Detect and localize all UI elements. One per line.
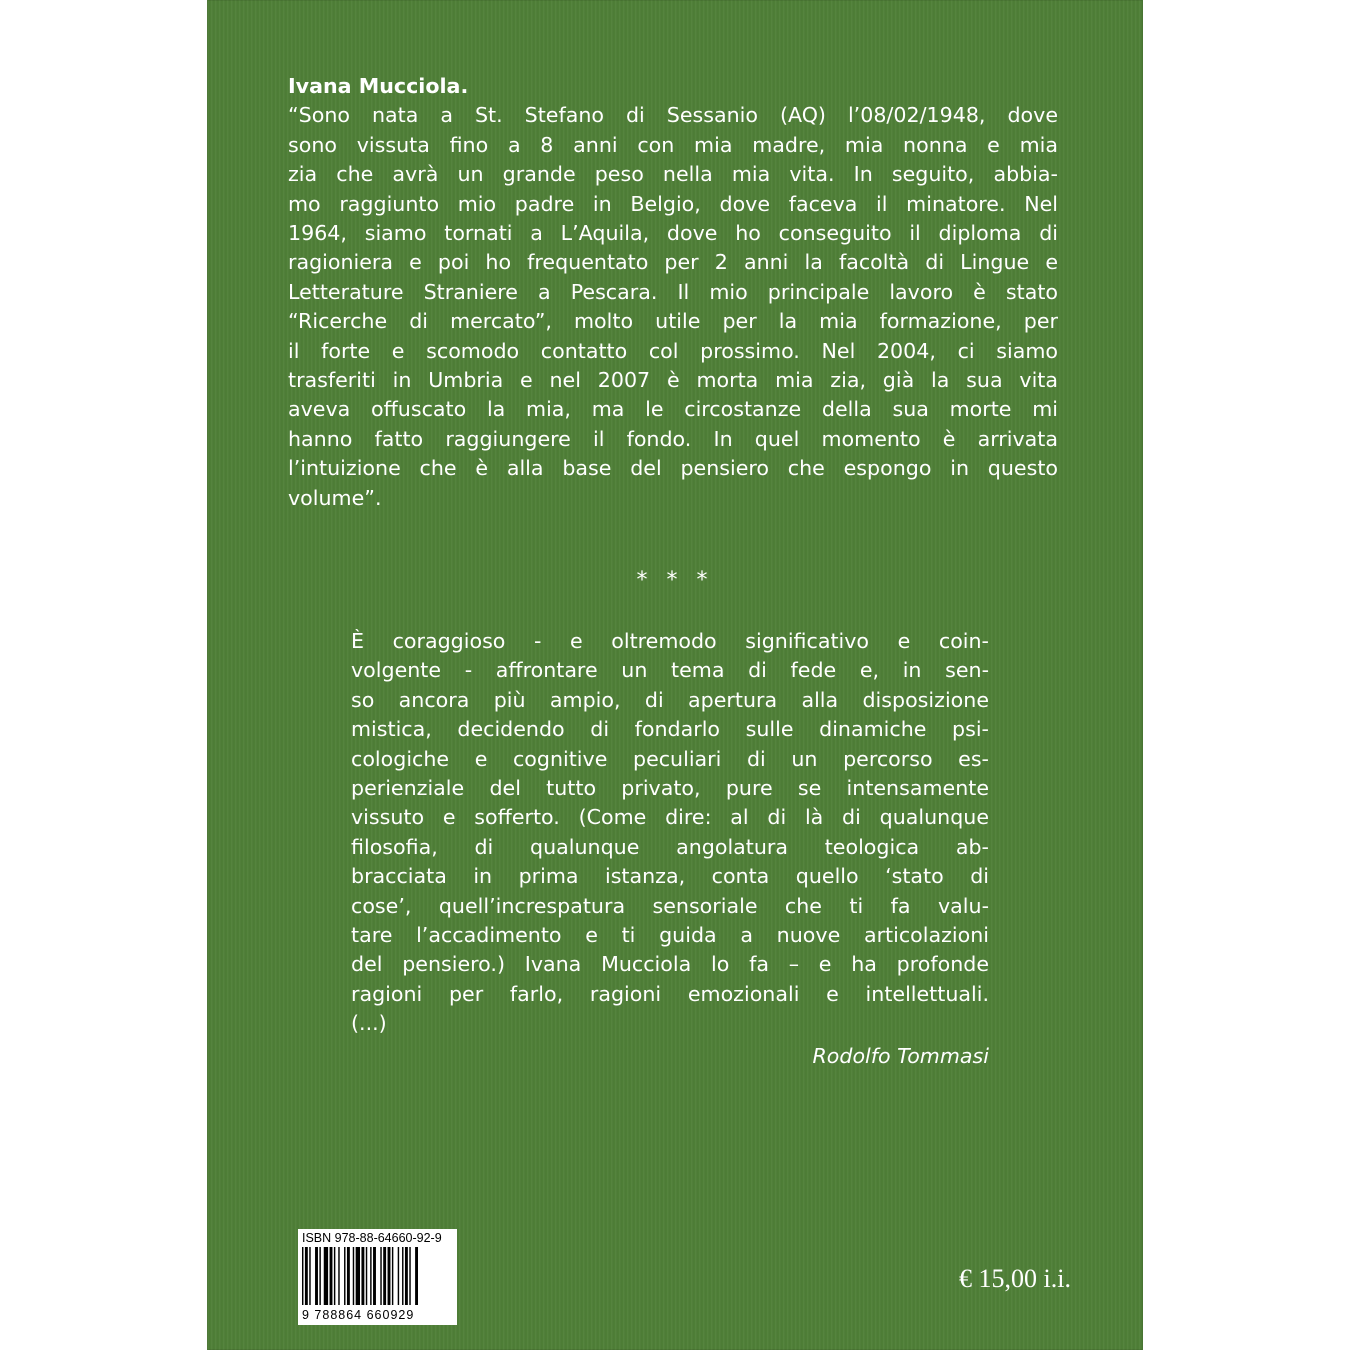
bio-line: sono vissuta fino a 8 anni con mia madre, mia nonna e mia — [288, 132, 1058, 157]
bio-line: 1964, siamo tornati a L’Aquila, dove ho conseguito il diploma di — [288, 221, 1058, 246]
barcode-icon — [302, 1247, 453, 1305]
review-line: È coraggioso - e oltremodo significativo e coin- — [351, 629, 989, 653]
isbn-text: ISBN 978-88-64660-92-9 — [302, 1231, 442, 1245]
price-label: € 15,00 i.i. — [959, 1264, 1071, 1293]
review-line: (...) — [351, 1011, 387, 1036]
review-line: volgente - affrontare un tema di fede e, in sen- — [351, 658, 989, 683]
review-line: so ancora più ampio, di apertura alla disposizione — [351, 687, 989, 712]
bio-line: “Sono nata a St. Stefano di Sessanio (AQ) l’08/02/1948, dove — [288, 103, 1058, 128]
bio-line: volume”. — [288, 485, 382, 510]
review-line: perienziale del tutto privato, pure se intensamente — [351, 776, 989, 801]
bio-line: Letterature Straniere a Pescara. Il mio principale lavoro è stato — [288, 279, 1058, 304]
author-bio — [288, 72, 1058, 513]
review-quote — [351, 627, 989, 1039]
review-line: ragioni per farlo, ragioni emozionali e intellettuali. — [351, 981, 989, 1006]
section-separator: * * * — [636, 568, 714, 593]
bio-line: ragioniera e poi ho frequentato per 2 anni la facoltà di Lingue e — [288, 250, 1058, 275]
review-line: cologiche e cognitive peculiari di un percorso es- — [351, 746, 989, 771]
review-signature: Rodolfo Tommasi — [812, 1044, 989, 1068]
ean-digits: 9 788864 660929 — [302, 1308, 415, 1322]
bio-line: zia che avrà un grande peso nella mia vita. In seguito, abbia- — [288, 162, 1058, 187]
bio-line: trasferiti in Umbria e nel 2007 è morta mia zia, già la sua vita — [288, 368, 1058, 393]
bio-line: aveva offuscato la mia, ma le circostanze della sua morte mi — [288, 397, 1058, 422]
bio-line: mo raggiunto mio padre in Belgio, dove faceva il minatore. Nel — [288, 191, 1058, 216]
bio-line: il forte e scomodo contatto col prossimo. Nel 2004, ci siamo — [288, 338, 1058, 363]
author-name: Ivana Mucciola. — [288, 74, 469, 98]
barcode-label — [298, 1229, 457, 1325]
back-cover — [207, 0, 1143, 1350]
bio-line: hanno fatto raggiungere il fondo. In quel momento è arrivata — [288, 426, 1058, 451]
review-line: del pensiero.) Ivana Mucciola lo fa – e ha profonde — [351, 952, 989, 977]
review-line: tare l’accadimento e ti guida a nuove articolazioni — [351, 923, 989, 948]
review-line: filosofia, di qualunque angolatura teologica ab- — [351, 834, 989, 859]
review-line: vissuto e sofferto. (Come dire: al di là di qualunque — [351, 805, 989, 830]
review-line: mistica, decidendo di fondarlo sulle dinamiche psi- — [351, 717, 989, 742]
bio-line: l’intuizione che è alla base del pensiero che espongo in questo — [288, 456, 1058, 481]
review-line: bracciata in prima istanza, conta quello ‘stato di — [351, 864, 989, 889]
bio-line: “Ricerche di mercato”, molto utile per la mia formazione, per — [288, 309, 1058, 334]
review-line: cose’, quell’increspatura sensoriale che ti fa valu- — [351, 893, 989, 918]
